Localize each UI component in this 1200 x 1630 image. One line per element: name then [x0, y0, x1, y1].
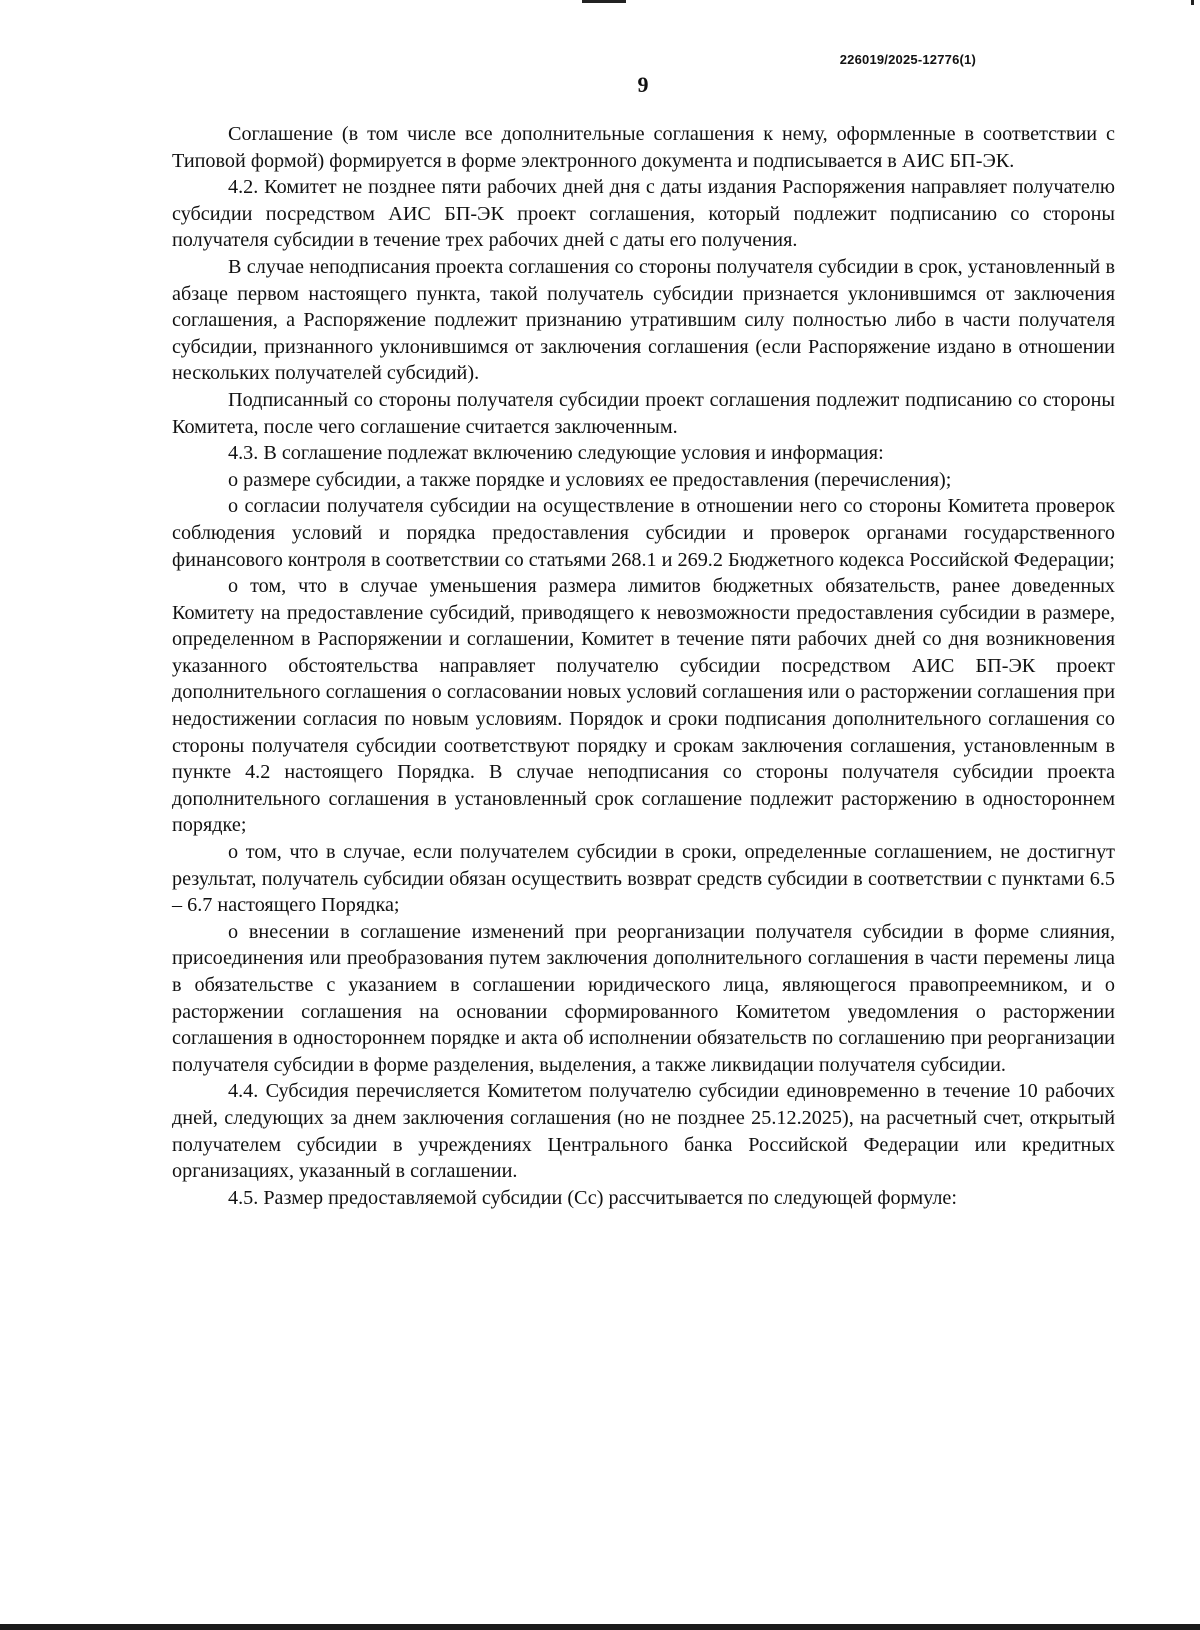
scan-mark	[1191, 0, 1194, 5]
scan-mark	[582, 0, 626, 3]
document-number: 226019/2025-12776(1)	[839, 52, 976, 67]
page-number: 9	[637, 72, 649, 97]
paragraph-4-2: 4.2. Комитет не позднее пяти рабочих дней дня с даты издания Распоряжения направляет получателю субсидии посредством АИС БП-ЭК проект соглашения, который подлежит подписанию со стороны получателя субсидии в течение трех рабочих дней с даты его получения.	[172, 176, 1115, 252]
paragraph-limit-reduction: о том, что в случае уменьшения размера лимитов бюджетных обязательств, ранее доведенных Комитету на предоставление субсидий, приводящего к невозможности предоставления субсидии в размере, определенном в Распоряжении и соглашении, Комитет в течение пяти рабочих дней со дня возникновения указанного обстоятельства направляет получателю субсидии посредством АИС БП-ЭК проект дополнительного соглашения о согласовании новых условий соглашения или о расторжении соглашения при недостижении согласия по новым условиям. Порядок и сроки подписания дополнительного соглашения со стороны получателя субсидии соответствуют порядку и срокам заключения соглашения, установленным в пункте 4.2 настоящего Порядка. В случае неподписания со стороны получателя субсидии проекта дополнительного соглашения в установленный срок соглашение подлежит расторжению в одностороннем порядке;	[172, 575, 1115, 837]
paragraph-subsidy-size: о размере субсидии, а также порядке и условиях ее предоставления (перечисления);	[228, 468, 952, 491]
paragraph-result-not-achieved: о том, что в случае, если получателем субсидии в сроки, определенные соглашением, не достигнут результат, получатель субсидии обязан осуществить возврат средств субсидии в соответствии с пунктами 6.5 – 6.7 настоящего Порядка;	[172, 841, 1115, 917]
paragraph-audit-consent: о согласии получателя субсидии на осуществление в отношении него со стороны Комитета проверок соблюдения условий и порядка предоставления субсидии и проверок органами государственного финансового контроля в соответствии со статьями 268.1 и 269.2 Бюджетного кодекса Российской Федерации;	[172, 495, 1115, 571]
document-body	[172, 121, 1115, 1211]
paragraph-4-4: 4.4. Субсидия перечисляется Комитетом получателю субсидии единовременно в течение 10 рабочих дней, следующих за днем заключения соглашения (но не позднее 25.12.2025), на расчетный счет, открытый получателем субсидии в учреждениях Центрального банка Российской Федерации или кредитных организациях, указанный в соглашении.	[172, 1080, 1115, 1183]
paragraph-signed-draft: Подписанный со стороны получателя субсидии проект соглашения подлежит подписанию со стороны Комитета, после чего соглашение считается заключенным.	[172, 388, 1115, 438]
paragraph-non-signing: В случае неподписания проекта соглашения со стороны получателя субсидии в срок, установленный в абзаце первом настоящего пункта, такой получатель субсидии признается уклонившимся от заключения соглашения, а Распоряжение подлежит признанию утратившим силу полностью либо в части получателя субсидии, признанного уклонившимся от заключения соглашения (если Распоряжение издано в отношении нескольких получателей субсидий).	[172, 255, 1115, 385]
paragraph-4-3: 4.3. В соглашение подлежат включению следующие условия и информация:	[228, 442, 884, 465]
paragraph-4-5: 4.5. Размер предоставляемой субсидии (Сс) рассчитывается по следующей формуле:	[228, 1186, 957, 1209]
scan-border	[0, 1624, 1200, 1630]
paragraph-reorganization: о внесении в соглашение изменений при реорганизации получателя субсидии в форме слияния, присоединения или преобразования путем заключения дополнительного соглашения в части перемены лица в обязательстве с указанием в соглашении юридического лица, являющегося правопреемником, и о расторжении соглашения на основании сформированного Комитетом уведомления о расторжении соглашения в одностороннем порядке и акта об исполнении обязательств по соглашению при реорганизации получателя субсидии в форме разделения, выделения, а также ликвидации получателя субсидии.	[172, 920, 1115, 1076]
paragraph-agreement-form: Соглашение (в том числе все дополнительные соглашения к нему, оформленные в соответствии с Типовой формой) формируется в форме электронного документа и подписывается в АИС БП-ЭК.	[172, 123, 1115, 172]
